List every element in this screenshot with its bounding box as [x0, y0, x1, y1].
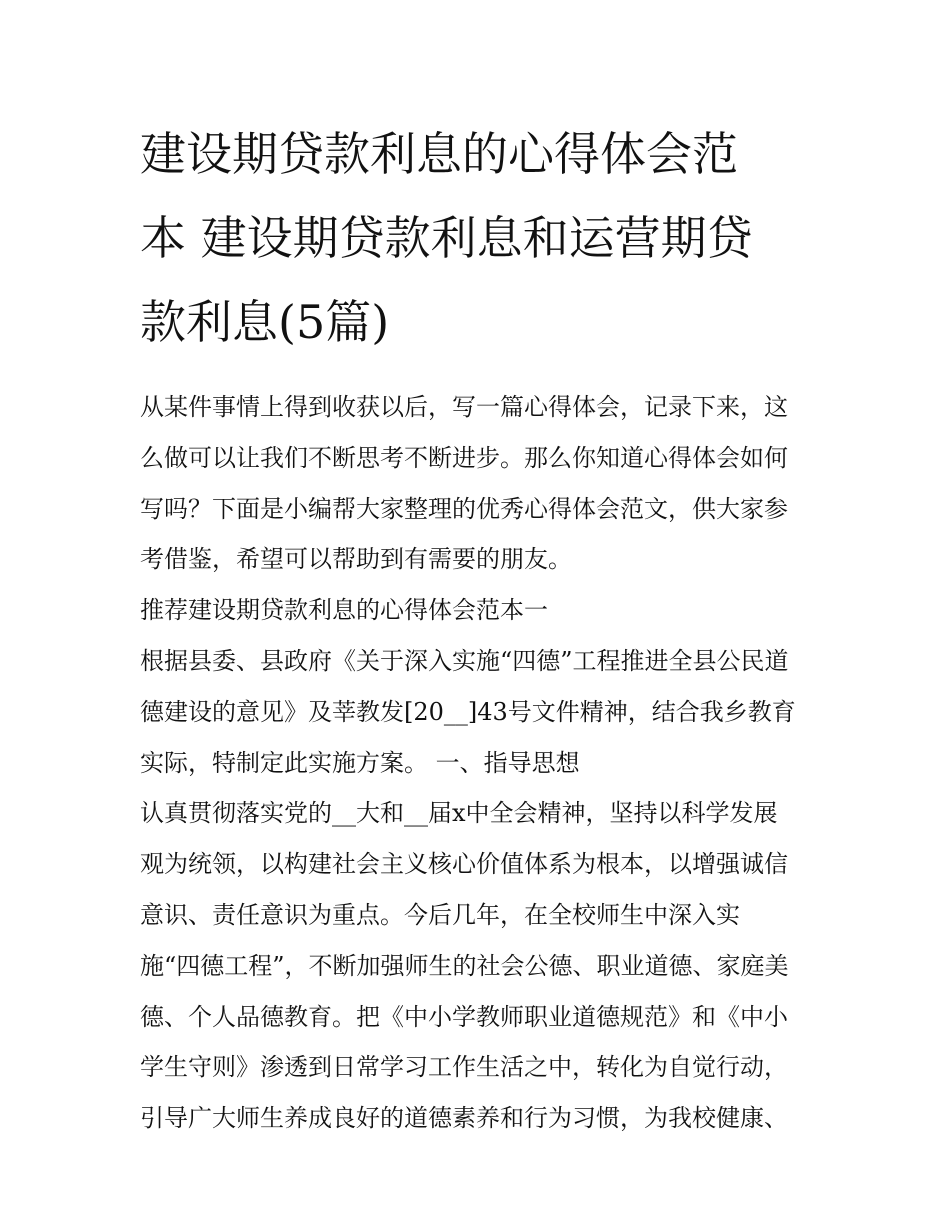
body-line: 写吗？下面是小编帮大家整理的优秀心得体会范文，供大家参: [140, 494, 788, 523]
title-line: 款利息(5篇): [140, 295, 390, 349]
document-content: [140, 112, 820, 1144]
body-line: 引导广大师生养成良好的道德素养和行为习惯，为我校健康、: [140, 1104, 788, 1133]
title-line: 建设期贷款利息的心得体会范: [140, 127, 738, 181]
body-line: 德建设的意见》及莘教发[20__]43号文件精神，结合我乡教育: [140, 697, 796, 726]
section-heading: 推荐建设期贷款利息的心得体会范本一: [140, 596, 548, 625]
title-line: 本 建设期贷款利息和运营期贷: [140, 211, 753, 265]
body-line: 施“四德工程”，不断加强师生的社会公德、职业道德、家庭美: [140, 951, 789, 980]
body-line: 认真贯彻落实党的__大和__届x中全会精神，坚持以科学发展: [140, 799, 778, 828]
body-line: 德、个人品德教育。把《中小学教师职业道德规范》和《中小: [140, 1002, 788, 1031]
body-line: 观为统领，以构建社会主义核心价值体系为根本，以增强诚信: [140, 850, 788, 879]
body-line: 意识、责任意识为重点。今后几年，在全校师生中深入实: [140, 900, 740, 929]
body-line: 实际，特制定此实施方案。 一、指导思想: [140, 748, 580, 777]
body-line: 考借鉴，希望可以帮助到有需要的朋友。: [140, 545, 572, 574]
body-line: 学生守则》渗透到日常学习工作生活之中，转化为自觉行动，: [140, 1053, 788, 1082]
body-line: 么做可以让我们不断思考不断进步。那么你知道心得体会如何: [140, 443, 788, 472]
document-title: [140, 112, 820, 364]
document-body: [140, 382, 820, 1144]
body-line: 根据县委、县政府《关于深入实施“四德”工程推进全县公民道: [140, 646, 789, 675]
body-line: 从某件事情上得到收获以后，写一篇心得体会，记录下来，这: [140, 393, 788, 421]
